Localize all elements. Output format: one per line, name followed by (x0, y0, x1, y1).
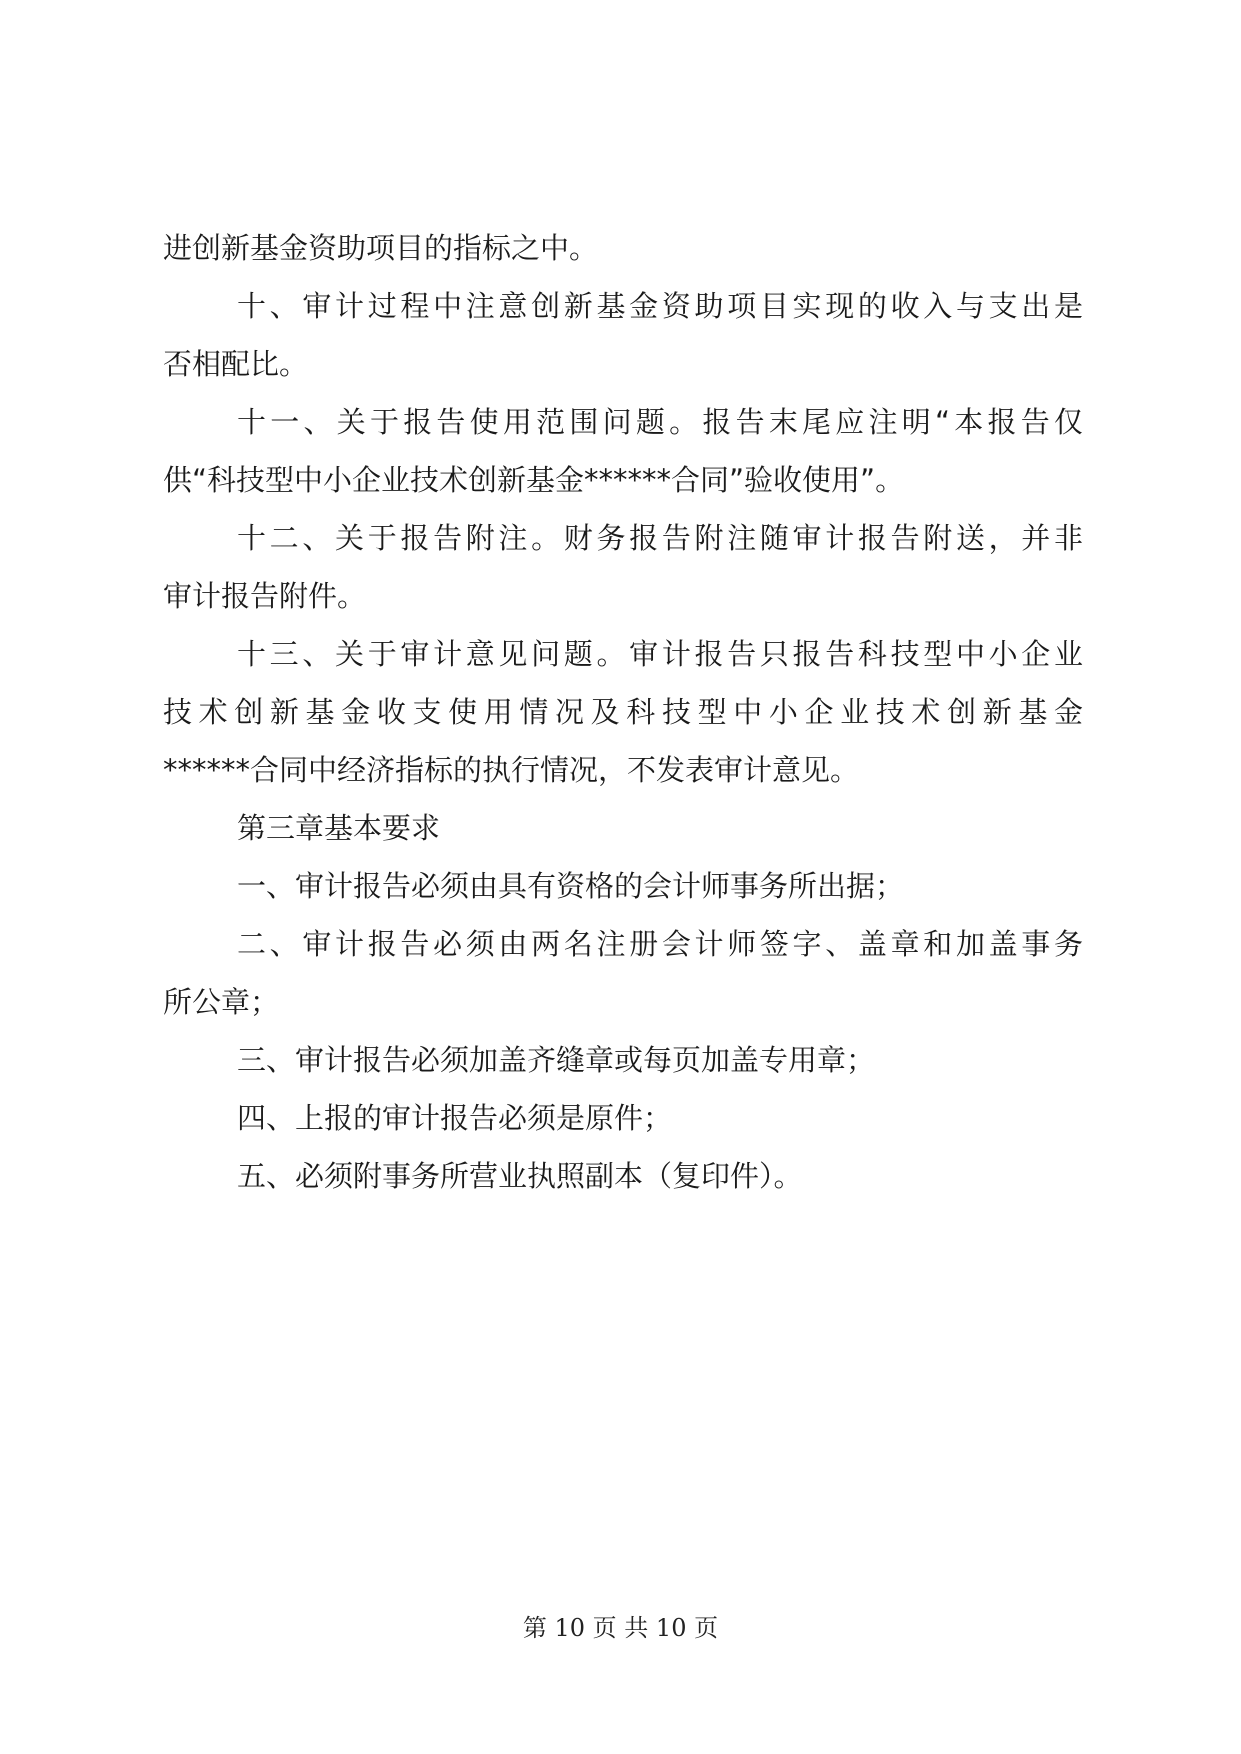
paragraph-item-11-line-1: 十一、关于报告使用范围问题。报告末尾应注明“本报告仅 (237, 405, 1083, 439)
requirement-item-3: 三、审计报告必须加盖齐缝章或每页加盖专用章； (237, 1043, 876, 1077)
paragraph-item-12-line-1: 十二、关于报告附注。财务报告附注随审计报告附送，并非 (237, 521, 1083, 555)
paragraph-item-10-line-2: 否相配比。 (163, 347, 309, 381)
paragraph-item-13-line-2: 技术创新基金收支使用情况及科技型中小企业技术创新基金 (163, 695, 1083, 729)
paragraph-item-11-line-2: 供“科技型中小企业技术创新基金******合同”验收使用”。 (163, 463, 905, 497)
paragraph-item-13-line-3: ******合同中经济指标的执行情况，不发表审计意见。 (163, 753, 860, 787)
paragraph-item-13-line-1: 十三、关于审计意见问题。审计报告只报告科技型中小企业 (237, 637, 1083, 671)
page-number-footer: 第 10 页 共 10 页 (522, 1614, 719, 1642)
requirement-item-1: 一、审计报告必须由具有资格的会计师事务所出据； (237, 869, 905, 903)
text-line-continuation: 进创新基金资助项目的指标之中。 (163, 231, 599, 265)
paragraph-item-10-line-1: 十、审计过程中注意创新基金资助项目实现的收入与支出是 (237, 289, 1083, 323)
requirement-item-5: 五、必须附事务所营业执照副本（复印件）。 (237, 1159, 803, 1193)
paragraph-item-12-line-2: 审计报告附件。 (163, 579, 367, 613)
requirement-item-4: 四、上报的审计报告必须是原件； (237, 1101, 673, 1135)
requirement-item-2-line-2: 所公章； (163, 985, 280, 1019)
chapter-heading: 第三章基本要求 (237, 811, 441, 845)
requirement-item-2-line-1: 二、审计报告必须由两名注册会计师签字、盖章和加盖事务 (237, 927, 1083, 961)
